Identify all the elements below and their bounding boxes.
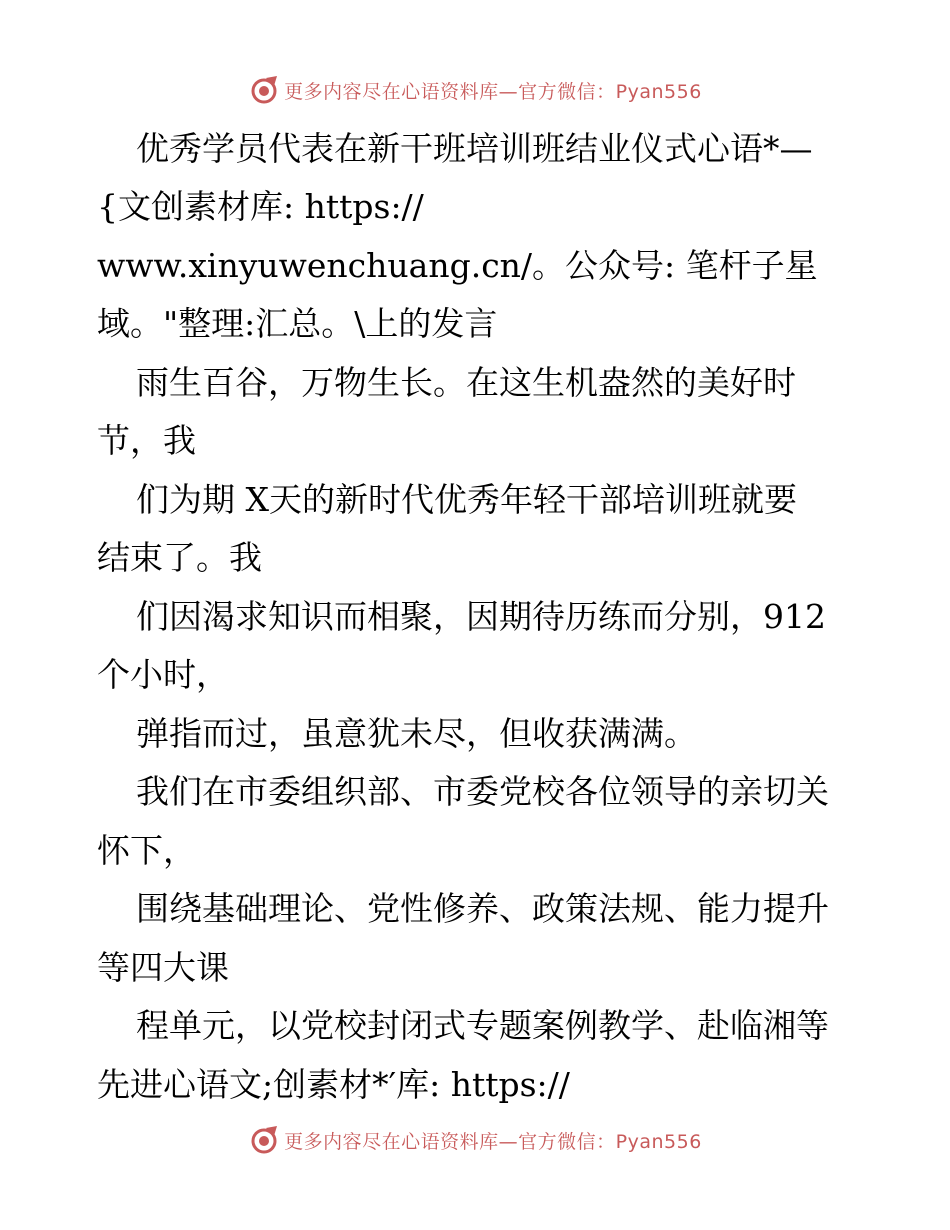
text-line: 域。"整理:汇总。\上的发言 [97, 304, 498, 343]
text-line: 优秀学员代表在新干班培训班结业仪式心语*— [136, 129, 813, 168]
text-line: 个小时， [97, 655, 229, 694]
text-line: 们为期 X天的新时代优秀年轻干部培训班就要 [136, 480, 797, 519]
text-line: 结束了。我 [97, 538, 262, 577]
text-line: {文创素材库: https:// [97, 187, 424, 226]
text-line: 们因渴求知识而相聚，因期待历练而分别，912 [136, 597, 826, 636]
header-banner-text: 更多内容尽在心语资料库—官方微信：Pyan556 [284, 80, 702, 103]
text-line: 怀下， [97, 831, 196, 870]
text-line: www.xinyuwenchuang.cn/。公众号: 笔杆子星 [97, 246, 818, 285]
footer-banner-text: 更多内容尽在心语资料库—官方微信：Pyan556 [284, 1130, 702, 1153]
pen-seal-logo-icon [248, 1124, 280, 1156]
text-line: 雨生百谷，万物生长。在这生机盎然的美好时 [136, 363, 796, 402]
text-line: 程单元，以党校封闭式专题案例教学、赴临湘等 [136, 1006, 829, 1045]
text-line: 围绕基础理论、党性修养、政策法规、能力提升 [136, 889, 829, 928]
text-line: 先进心语文;创素材*′库: https:// [97, 1065, 570, 1104]
text-line: 弹指而过，虽意犹未尽，但收获满满。 [136, 714, 697, 753]
text-line: 等四大课 [97, 948, 229, 987]
footer-banner [0, 1122, 950, 1158]
text-line: 节，我 [97, 421, 196, 460]
text-line: 我们在市委组织部、市委党校各位领导的亲切关 [136, 772, 829, 811]
